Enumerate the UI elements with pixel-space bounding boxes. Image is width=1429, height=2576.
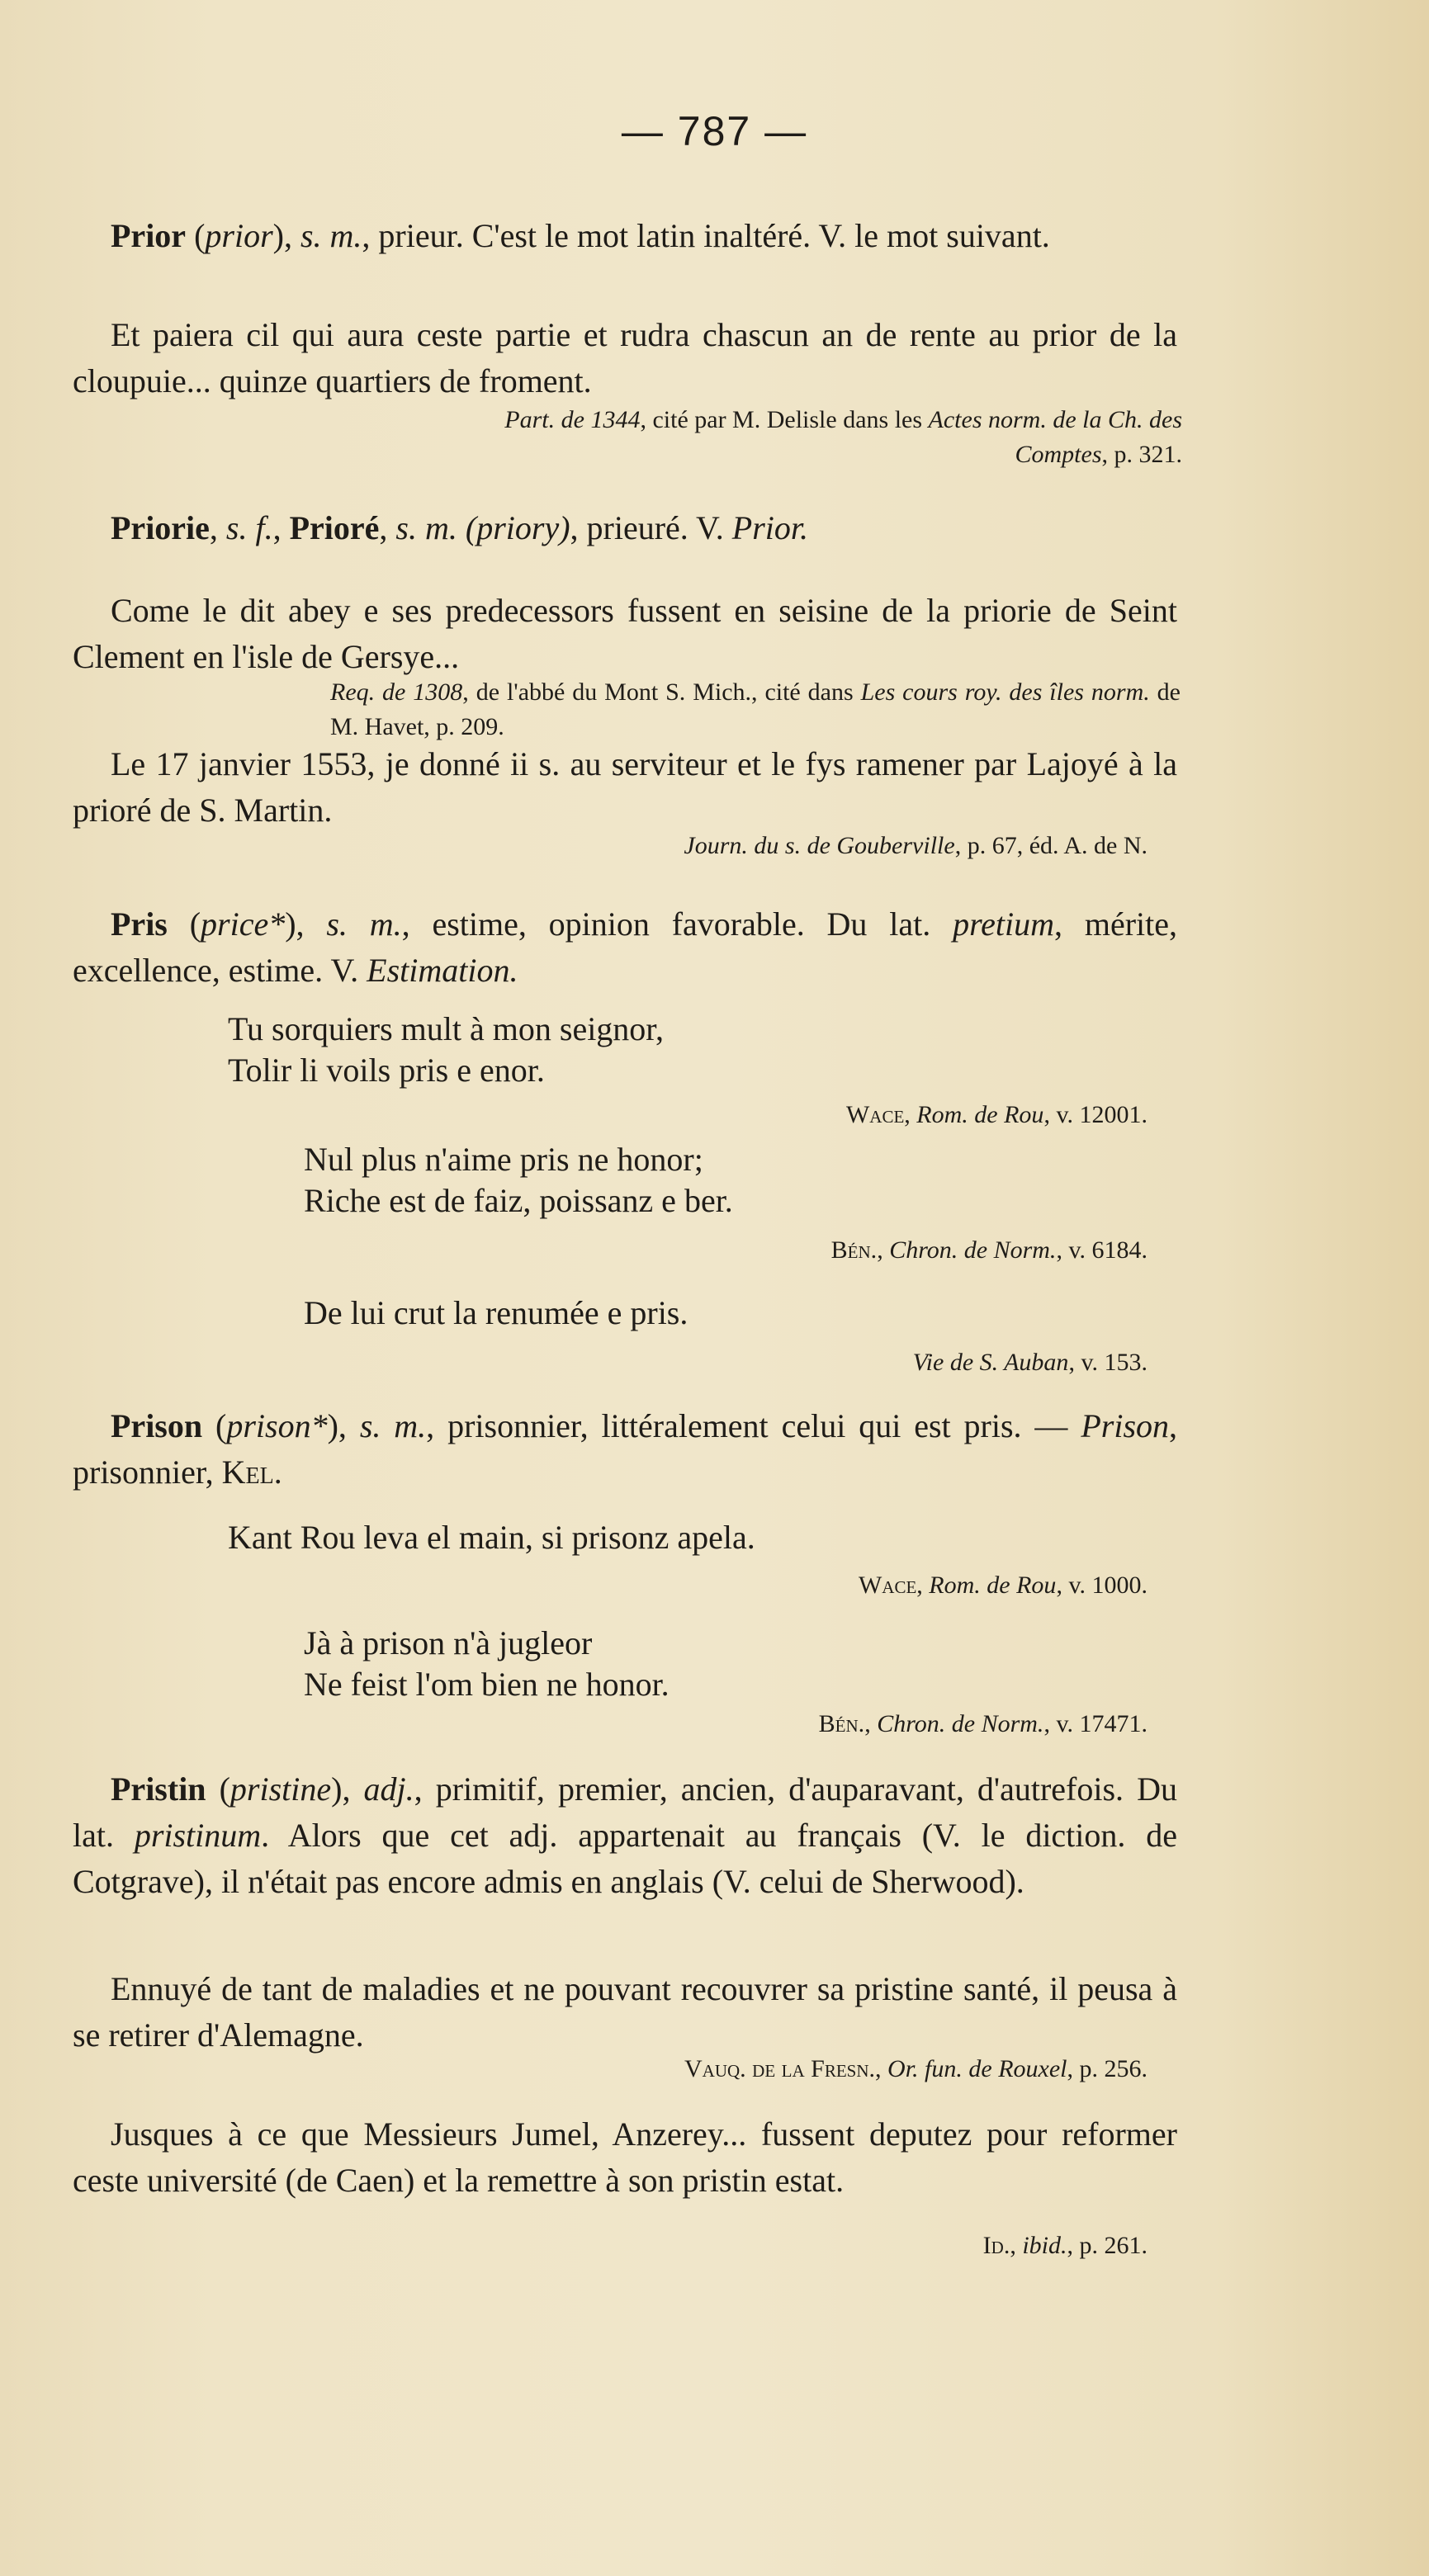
citation: Vauq. de la Fresn., Or. fun. de Rouxel, p. 256. (684, 2055, 1147, 2082)
entry-pris: Pris (price*), s. m., estime, opinion favorable. Du lat. pretium, mérite, excellence, estime. V. Estimation. (73, 905, 1178, 989)
quote-text: Jusques à ce que Messieurs Jumel, Anzerey... fussent deputez pour reformer ceste université (de Caen) et la remettre à son pristin estat. (73, 2115, 1177, 2199)
verse-quote: Kant Rou leva el main, si prisonz apela. (228, 1519, 755, 1556)
quote-text: Ennuyé de tant de maladies et ne pouvant recouvrer sa pristine santé, il peusa à se retirer d'Alemagne. (73, 1970, 1177, 2054)
headword: Pris (111, 905, 168, 943)
entry-prior: Prior (prior), s. m., prieur. C'est le mot latin inaltéré. V. le mot suivant. (111, 217, 1050, 254)
see-also: Prior. (731, 509, 809, 546)
etymology: (priory) (465, 509, 570, 546)
headword: Prison (111, 1407, 203, 1444)
entry-pristin: Pristin (pristine), adj., primitif, premier, ancien, d'auparavant, d'autrefois. Du lat. pristinum. Alors que cet adj. appartenait au français (V. le diction. de Cotgrave), il n'était pas encore admis en anglais (V. celui de Sherwood). (73, 1770, 1177, 1900)
etymology: prior (205, 217, 273, 254)
citation: Part. de 1344, cité par M. Delisle dans les Actes norm. de la Ch. des Comptes, p. 321. (504, 406, 1182, 468)
citation: Wace, Rom. de Rou, v. 1000. (858, 1572, 1147, 1599)
page-number: — 787 — (621, 108, 808, 154)
see-also: Estimation. (367, 952, 518, 989)
entry-prison: Prison (prison*), s. m., prisonnier, littéralement celui qui est pris. — Prison, prisonnier, Kel. (73, 1407, 1178, 1491)
latin-source: pretium (953, 905, 1055, 943)
etymology: pristine (229, 1770, 332, 1808)
verse-quote: Nul plus n'aime pris ne honor; Riche est de faiz, poissanz e ber. (304, 1141, 733, 1219)
entry-priorie: Priorie, s. f., Prioré, s. m. (priory), prieuré. V. Prior. (111, 509, 809, 546)
source: Kel. (221, 1453, 282, 1491)
headword-variant: Prioré (289, 509, 380, 546)
definition: , prieur. C'est le mot latin inaltéré. V. le mot suivant. (362, 217, 1050, 254)
verse-quote: Tu sorquiers mult à mon seignor, Tolir li voils pris e enor. (228, 1010, 665, 1089)
quote-text: Come le dit abey e ses predecessors fussent en seisine de la priorie de Seint Clement en l'isle de Gersye... (73, 592, 1177, 675)
citation: Bén., Chron. de Norm., v. 17471. (818, 1710, 1147, 1737)
citation: Bén., Chron. de Norm., v. 6184. (830, 1236, 1147, 1264)
citation: Journ. du s. de Gouberville, p. 67, éd. A. de N. (684, 832, 1147, 859)
citation: Wace, Rom. de Rou, v. 12001. (845, 1101, 1147, 1128)
headword: Prior (111, 217, 187, 254)
etymology: price* (201, 905, 286, 943)
citation: Id., ibid., p. 261. (982, 2232, 1147, 2259)
citation: Vie de S. Auban, v. 153. (912, 1349, 1147, 1376)
headword: Priorie (111, 509, 210, 546)
quote-text: Et paiera cil qui aura ceste partie et rudra chascun an de rente au prior de la cloupuie... quinze quartiers de froment. (73, 316, 1177, 399)
verse-quote: De lui crut la renumée e pris. (304, 1294, 688, 1331)
variant: Prison (1081, 1407, 1170, 1444)
etymology: prison* (226, 1407, 328, 1444)
latin-source: pristinum (134, 1817, 262, 1854)
citation: Req. de 1308, de l'abbé du Mont S. Mich., cité dans Les cours roy. des îles norm. de M. Havet, p. 209. (330, 678, 1181, 740)
quote-text: Le 17 janvier 1553, je donné ii s. au serviteur et le fys ramener par Lajoyé à la prioré de S. Martin. (73, 745, 1177, 829)
verse-quote: Jà à prison n'à jugleor Ne feist l'om bien ne honor. (304, 1624, 670, 1703)
grammar: s. m. (300, 217, 362, 254)
headword: Pristin (111, 1770, 206, 1808)
